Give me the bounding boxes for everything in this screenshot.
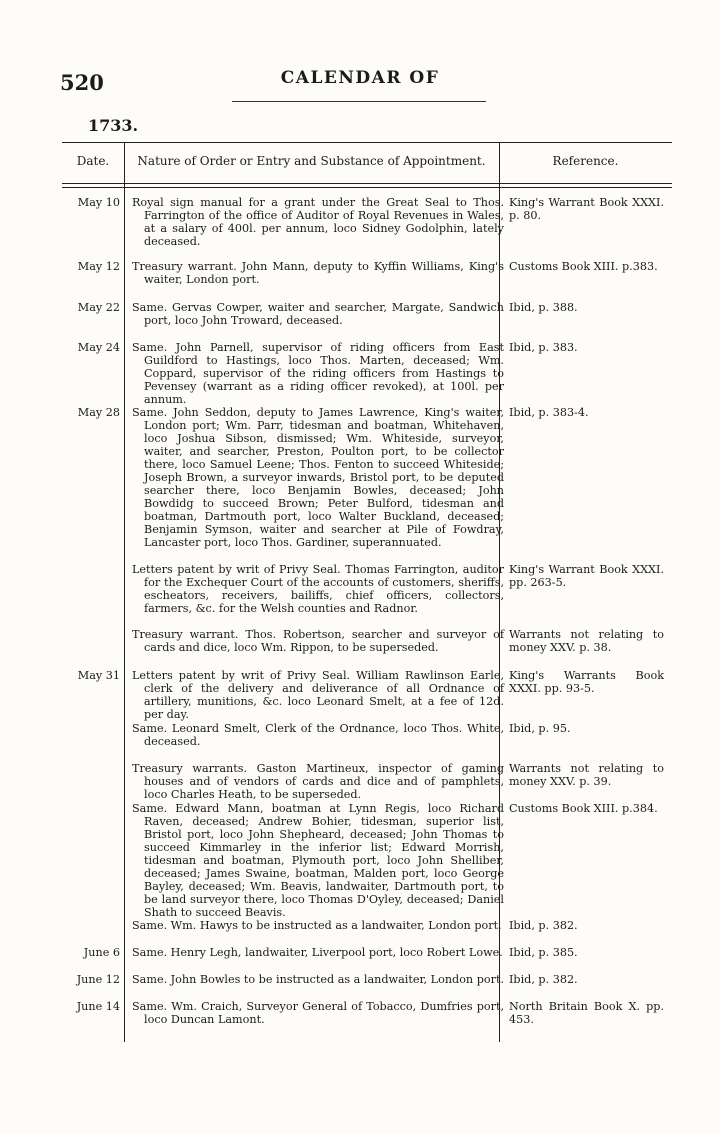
- entry-text: Royal sign manual for a grant under the Great Seal to Thos. Farrington of the office of Auditor of Royal Revenues in Wales, at a salary of 400l. per annum, loco Sidney Godolphin, lately deceased.: [132, 196, 504, 248]
- entry-reference: Ibid, p. 388.: [509, 301, 578, 314]
- column-divider-date: [124, 142, 125, 1042]
- column-header-nature: Nature of Order or Entry and Substance of Appointment.: [137, 154, 486, 168]
- entry-text: Same. John Seddon, deputy to James Lawrence, King's waiter, London port; Wm. Parr, tidesman and boatman, Whitehaven, loco Joshua Sibson, dismissed; Wm. Whiteside, surveyor, waiter, and searcher, Preston, Poulton port, to be collector there, loco Samuel Leene; Thos. Fenton to succeed Whiteside; Joseph Brown, a surveyor inwards, Bristol port, to be deputed searcher there, loco Benjamin Bowles, deceased; John Bowdidg to succeed Brown; Peter Bulford, tidesman and boatman, Dartmouth port, loco Walter Buckland, deceased; Benjamin Symson, waiter and searcher at Pile of Fowdray, Lancaster port, loco Thos. Gardiner, superannuated.: [132, 406, 504, 549]
- entry-text: Same. Wm. Hawys to be instructed as a landwaiter, London port.: [132, 919, 502, 932]
- entry-reference: King's Warrants Book XXXI. pp. 93-5.: [509, 669, 664, 695]
- entry-reference: Customs Book XIII. p.383.: [509, 260, 658, 273]
- entry-text: Same. Wm. Craich, Surveyor General of Tobacco, Dumfries port, loco Duncan Lamont.: [132, 1000, 504, 1026]
- entry-reference: Warrants not relating to money XXV. p. 38.: [509, 628, 664, 654]
- entry-text: Same. Henry Legh, landwaiter, Liverpool port, loco Robert Lowe.: [132, 946, 503, 959]
- entry-date: June 14: [76, 1000, 120, 1013]
- entry-reference: Customs Book XIII. p.384.: [509, 802, 658, 815]
- table-top-rule: [62, 142, 672, 143]
- entry-reference: King's Warrant Book XXXI. pp. 263-5.: [509, 563, 664, 589]
- entry-text: Treasury warrant. John Mann, deputy to Kyffin Williams, King's waiter, London port.: [132, 260, 504, 286]
- header-rule: [232, 101, 486, 102]
- entry-text: Letters patent by writ of Privy Seal. Thomas Farrington, auditor for the Exchequer Court of the accounts of customers, sheriffs, escheators, receivers, bailiffs, chief officers, collectors, farmers, &c. for the Welsh counties and Radnor.: [132, 563, 504, 615]
- entry-reference: Ibid, p. 385.: [509, 946, 578, 959]
- calendar-table: [62, 142, 672, 1042]
- entry-date: May 24: [77, 341, 120, 354]
- entry-date: May 10: [77, 196, 120, 209]
- entry-text: Same. John Parnell, supervisor of riding officers from East Guildford to Hastings, loco Thos. Marten, deceased; Wm. Coppard, supervisor of the riding officers from Hastings to Pevensey (warrant as a riding officer revoked), at 100l. per annum.: [132, 341, 504, 406]
- entry-reference: King's Warrant Book XXXI. p. 80.: [509, 196, 664, 222]
- entry-text: Same. Gervas Cowper, waiter and searcher, Margate, Sandwich port, loco John Troward, deceased.: [132, 301, 504, 327]
- entry-date: June 12: [76, 973, 120, 986]
- entry-reference: Ibid, p. 382.: [509, 973, 578, 986]
- entry-date: May 28: [77, 406, 120, 419]
- entry-date: June 6: [83, 946, 120, 959]
- entry-reference: North Britain Book X. pp. 453.: [509, 1000, 664, 1026]
- running-head: CALENDAR OF: [280, 68, 440, 88]
- entry-reference: Warrants not relating to money XXV. p. 39.: [509, 762, 664, 788]
- entry-reference: Ibid, p. 383.: [509, 341, 578, 354]
- entry-reference: Ibid, p. 383-4.: [509, 406, 589, 419]
- year-heading: 1733.: [88, 116, 139, 135]
- entry-date: May 12: [77, 260, 120, 273]
- entry-reference: Ibid, p. 382.: [509, 919, 578, 932]
- column-header-reference: Reference.: [552, 154, 619, 168]
- entry-text: Same. Edward Mann, boatman at Lynn Regis, loco Richard Raven, deceased; Andrew Bohier, tidesman, superior list, Bristol port, loco John Shepheard, deceased; John Thomas to succeed Kimmarley in the inferior list; Edward Morrish, tidesman and boatman, Plymouth port, loco John Shelliber, deceased; James Swaine, boatman, Malden port, loco George Bayley, deceased; Wm. Beavis, landwaiter, Dartmouth port, to be land surveyor there, loco Thomas D'Oyley, deceased; Daniel Shath to succeed Beavis.: [132, 802, 504, 919]
- entry-text: Treasury warrant. Thos. Robertson, searcher and surveyor of cards and dice, loco Wm. Rippon, to be superseded.: [132, 628, 504, 654]
- entry-date: May 31: [77, 669, 120, 682]
- entry-text: Treasury warrants. Gaston Martineux, inspector of gaming houses and of vendors of cards and dice and of pamphlets, loco Charles Heath, to be superseded.: [132, 762, 504, 801]
- entry-text: Same. John Bowles to be instructed as a landwaiter, London port.: [132, 973, 504, 986]
- table-header-rule: [62, 183, 672, 184]
- page-number: 520: [60, 70, 104, 95]
- entry-text: Same. Leonard Smelt, Clerk of the Ordnance, loco Thos. White, deceased.: [132, 722, 504, 748]
- entry-reference: Ibid, p. 95.: [509, 722, 571, 735]
- table-header-rule-2: [62, 187, 672, 188]
- entry-text: Letters patent by writ of Privy Seal. William Rawlinson Earle, clerk of the delivery and deliverance of all Ordnance of artillery, munitions, &c. loco Leonard Smelt, at a fee of 12d. per day.: [132, 669, 504, 721]
- column-header-date: Date.: [76, 154, 110, 168]
- entry-date: May 22: [77, 301, 120, 314]
